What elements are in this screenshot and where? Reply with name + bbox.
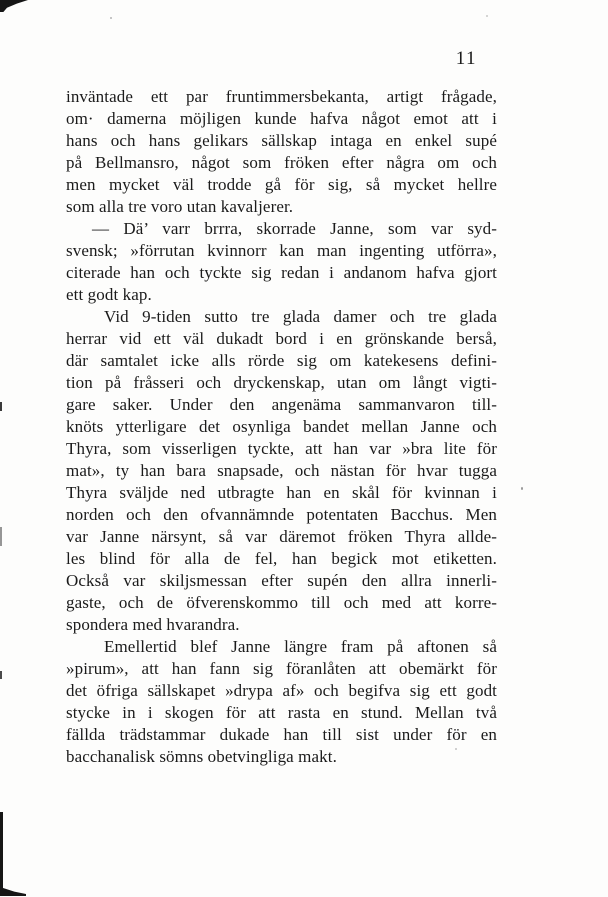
- text-line: svensk; »förrutan kvinnorr kan man ingenting utförra»,: [66, 241, 497, 260]
- text-line: les blind för alla de fel, han begick mot etiketten.: [66, 549, 497, 568]
- scan-artifact-left-edge-line: [0, 812, 3, 896]
- text-line: ett godt kap.: [66, 285, 152, 304]
- scan-speck: [455, 748, 457, 750]
- text-block: [66, 86, 497, 768]
- text-line: gare saker. Under den angenäma sammanvaron till-: [66, 395, 497, 414]
- text-line: var Janne närsynt, så var däremot fröken Thyra allde-: [66, 527, 497, 546]
- scan-artifact-bottom-left-foot: [0, 888, 26, 896]
- page-number: 11: [455, 48, 477, 69]
- text-line: citerade han och tyckte sig redan i andanom hafva gjort: [66, 263, 497, 282]
- scan-artifact-left-tick: [0, 671, 2, 679]
- scan-speck: [521, 487, 523, 490]
- scan-artifact-left-tick: [0, 402, 2, 411]
- text-line: hans och hans gelikars sällskap intaga en enkel supé: [66, 131, 497, 150]
- text-line: knöts ytterligare det osynliga bandet mellan Janne och: [66, 417, 497, 436]
- text-line: Emellertid blef Janne längre fram på aftonen så: [104, 637, 497, 656]
- text-line: Thyra, som visserligen tyckte, att han var »bra lite för: [66, 439, 497, 458]
- text-line: Vid 9-tiden sutto tre glada damer och tre glada: [104, 307, 497, 326]
- text-line: »pirum», att han fann sig föranlåten att obemärkt för: [66, 659, 497, 678]
- text-line: där samtalet icke alls rörde sig om katekesens defini-: [66, 351, 497, 370]
- text-line: på Bellmansro, något som fröken efter några om och: [66, 153, 497, 172]
- text-line: — Dä’ varr brrra, skorrade Janne, som var syd-: [92, 219, 497, 238]
- text-line: herrar vid ett väl dukadt bord i en grönskande berså,: [66, 329, 497, 348]
- text-line: om· damerna möjligen kunde hafva något emot att i: [66, 109, 497, 128]
- text-line: spondera med hvarandra.: [66, 615, 240, 634]
- text-line: det öfriga sällskapet »drypa af» och begifva sig ett godt: [66, 681, 497, 700]
- scan-artifact-left-tick: [0, 527, 2, 546]
- text-line: norden och den ofvannämnde potentaten Bacchus. Men: [66, 505, 497, 524]
- text-line: bacchanalisk sömns obetvingliga makt.: [66, 747, 337, 766]
- text-line: inväntade ett par fruntimmersbekanta, artigt frågade,: [66, 87, 497, 106]
- text-line: Också var skiljsmessan efter supén den allra innerli-: [66, 571, 497, 590]
- scan-artifact-top-left-corner: [0, 0, 28, 12]
- scan-speck: [486, 15, 488, 17]
- text-line: som alla tre voro utan kavaljerer.: [66, 197, 294, 216]
- text-line: Thyra sväljde ned utbragte han en skål för kvinnan i: [66, 483, 497, 502]
- text-line: stycke in i skogen för att rasta en stund. Mellan två: [66, 703, 497, 722]
- scan-speck: [110, 17, 112, 19]
- text-line: gaste, och de öfverenskommo till och med att korre-: [66, 593, 497, 612]
- text-line: fällda trädstammar dukade han till sist under för en: [66, 725, 497, 744]
- text-line: mat», ty han bara snapsade, och nästan för hvar tugga: [66, 461, 497, 480]
- text-line: men mycket väl trodde gå för sig, så mycket hellre: [66, 175, 497, 194]
- text-line: tion på fråsseri och dryckenskap, utan om långt vigti-: [66, 373, 497, 392]
